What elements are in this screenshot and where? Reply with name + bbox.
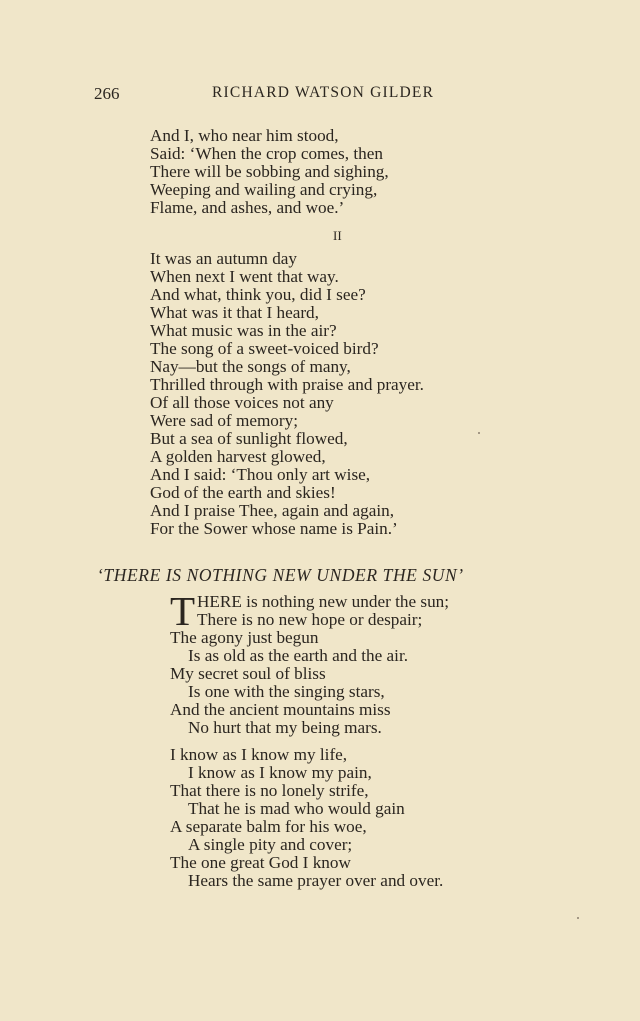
poem-line: Were sad of memory; [150, 411, 298, 430]
poem-line: There is no new hope or despair; [197, 610, 423, 629]
poem-line: When next I went that way. [150, 267, 339, 286]
poem-line: Is as old as the earth and the air. [188, 646, 409, 665]
poem-line: And I, who near him stood, [150, 126, 339, 145]
paper-speck [577, 917, 579, 919]
poem-line: A single pity and cover; [188, 835, 353, 854]
poem-line: The song of a sweet-voiced bird? [150, 339, 379, 358]
poem-line: Of all those voices not any [150, 393, 334, 412]
poem-line: And the ancient mountains miss [170, 700, 391, 719]
poem-line: My secret soul of bliss [170, 664, 326, 683]
poem-line: I know as I know my life, [170, 745, 348, 764]
poem-line: And I said: ‘Thou only art wise, [150, 465, 371, 484]
page-number: 266 [94, 84, 120, 103]
poem-line: A separate balm for his woe, [170, 817, 367, 836]
poem-title: ‘THERE IS NOTHING NEW UNDER THE SUN’ [97, 565, 464, 585]
poem-line: But a sea of sunlight flowed, [150, 429, 348, 448]
poem-line: Flame, and ashes, and woe.’ [150, 198, 345, 217]
poem-line: Said: ‘When the crop comes, then [150, 144, 383, 163]
poem-line: What was it that I heard, [150, 303, 319, 322]
poem-line: No hurt that my being mars. [188, 718, 382, 737]
poem-line: The agony just begun [170, 628, 319, 647]
poem-line: That he is mad who would gain [188, 799, 405, 818]
poem-line: It was an autumn day [150, 249, 298, 268]
poem-line: There will be sobbing and sighing, [150, 162, 389, 181]
poem-line: And I praise Thee, again and again, [150, 501, 395, 520]
poem-line: That there is no lonely strife, [170, 781, 369, 800]
poem-line: Is one with the singing stars, [188, 682, 385, 701]
page-header [94, 84, 474, 106]
paper-speck [478, 432, 480, 434]
poem-line: Nay—but the songs of many, [150, 357, 351, 376]
poem-line: Weeping and wailing and crying, [150, 180, 378, 199]
poem-line: Thrilled through with praise and prayer. [150, 375, 424, 394]
poem-line: A golden harvest glowed, [150, 447, 326, 466]
poem-line: And what, think you, did I see? [150, 285, 366, 304]
section-numeral: II [333, 228, 342, 243]
poem-line: I know as I know my pain, [188, 763, 372, 782]
poem-line: The one great God I know [170, 853, 351, 872]
poem-line: Hears the same prayer over and over. [188, 871, 444, 890]
running-head: RICHARD WATSON GILDER [212, 84, 435, 101]
poem-line: HERE is nothing new under the sun; [197, 592, 450, 611]
poem-line: For the Sower whose name is Pain.’ [150, 519, 398, 538]
poem-line: God of the earth and skies! [150, 483, 336, 502]
poem-line: What music was in the air? [150, 321, 337, 340]
drop-cap: T [170, 588, 196, 634]
